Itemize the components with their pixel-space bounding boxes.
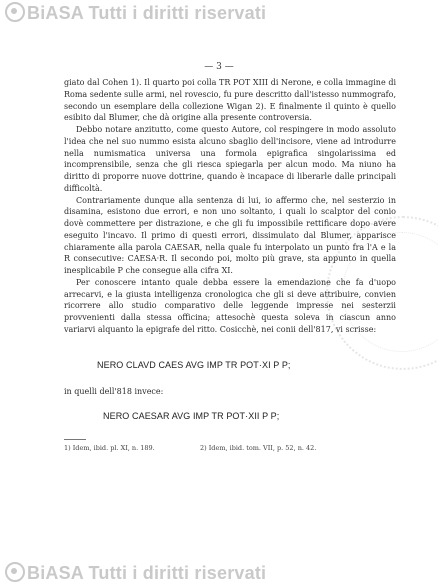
watermark-top-text: BiASA Tutti i diritti riservati	[27, 3, 267, 23]
coin-inscription-818: NERO CAESAR AVG IMP TR POT·XII P P;	[103, 411, 280, 421]
coin-inscription-817: NERO CLAVD CAES AVG IMP TR POT·XI P P;	[97, 360, 291, 370]
biasa-logo-icon	[5, 562, 25, 582]
paragraph-4: Per conoscere intanto quale debba essere la emendazione che fa d'uopo arrecarvi, e la giusta intelligenza cronologica che gli si deve attribuire, convien ricorrere allo studio comparativo delle leggende impresse nei sesterzii provvenienti dalla stessa officina; attesochè questa soleva in ciascun anno variarvi alquanto la epigrafe del ritto. Cosicchè, nei conii dell'817, vi scrisse:	[64, 277, 396, 334]
body-text	[64, 77, 396, 336]
page-number: — 3 —	[204, 62, 234, 72]
paragraph-1: giato dal Cohen 1). Il quarto poi colla TR POT XIII di Nerone, e colla immagine di Roma sedente sulle armi, nel rovescio, fu pure descritto dall'istesso nummografo, secondo un esemplare della collezione Wigan 2). E finalmente il quinto è quello esibito dal Blumer, che dà origine alla presente controversia.	[64, 78, 396, 123]
paragraph-3: Contrariamente dunque alla sentenza di lui, io affermo che, nel sesterzio in disamina, esistono due errori, e non uno soltanto, i quali lo scalptor del conio dovè commettere per distrazione, e che gli fu impossibile rettificare dopo avere eseguito l'incavo. Il primo di questi errori, dissimulato dal Blumer, apparisce chiaramente alla parola CAESAR, nella quale fu interpolato un punto fra l'A e la R consecutive: CAESA·R. Il secondo poi, molto più grave, sta appunto in quella inesplicabile P che consegue alla cifra XI.	[64, 195, 396, 275]
paragraph-2: Debbo notare anzitutto, come questo Autore, col respingere in modo assoluto l'idea che nel suo nummo esista alcuno sbaglio dell'incisore, viene ad introdurre nella numismatica universa una formola epigrafica singolarissima ed incomprensibile, senza che gli riesca spiegarla per alcun modo. Ma niuno ha diritto di proporre nuove dottrine, quando è incapace di liberarle dalle principali difficoltà.	[64, 125, 396, 193]
watermark-top	[5, 2, 266, 24]
footnote-divider	[64, 439, 86, 440]
watermark-bottom-text: BiASA Tutti i diritti riservati	[27, 563, 267, 583]
text-line-818: in quelli dell'818 invece:	[64, 387, 164, 396]
footnote-2: 2) Idem, ibid. tom. VII, p. 52, n. 42.	[200, 444, 317, 452]
footnote-1: 1) Idem, ibid. pl. XI, n. 189.	[64, 444, 155, 452]
biasa-logo-icon	[5, 2, 25, 22]
watermark-bottom	[5, 562, 266, 584]
